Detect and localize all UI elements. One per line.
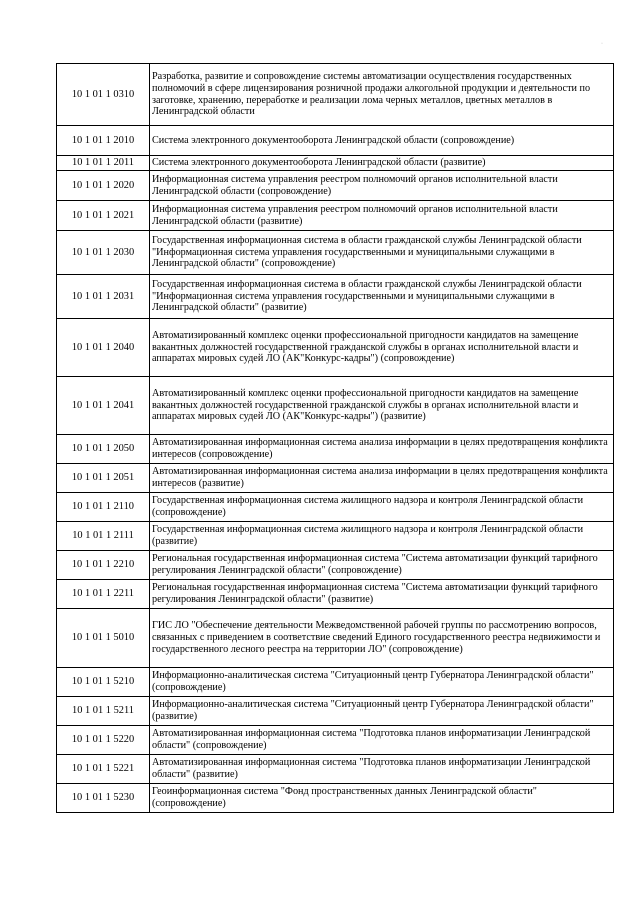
code-cell: 10 1 01 1 2021: [57, 201, 150, 231]
table-row: [57, 784, 614, 813]
code-cell: 10 1 01 1 2040: [57, 319, 150, 377]
table-row: [57, 580, 614, 609]
description-cell: Региональная государственная информационная система "Система автоматизации функций тарифного регулирования Ленинградской области" (сопровождение): [150, 551, 614, 580]
code-cell: 10 1 01 1 5211: [57, 697, 150, 726]
description-cell: Система электронного документооборота Ленинградской области (сопровождение): [150, 126, 614, 156]
description-cell: Система электронного документооборота Ленинградской области (развитие): [150, 156, 614, 171]
code-cell: 10 1 01 1 2020: [57, 171, 150, 201]
code-cell: 10 1 01 1 2210: [57, 551, 150, 580]
code-cell: 10 1 01 1 5230: [57, 784, 150, 813]
code-cell: 10 1 01 1 2030: [57, 231, 150, 275]
description-cell: Информационно-аналитическая система "Ситуационный центр Губернатора Ленинградской области" (сопровождение): [150, 668, 614, 697]
code-cell: 10 1 01 1 5210: [57, 668, 150, 697]
table-row: [57, 171, 614, 201]
code-cell: 10 1 01 1 2050: [57, 435, 150, 464]
table-body: [57, 64, 614, 813]
code-cell: 10 1 01 1 2031: [57, 275, 150, 319]
code-cell: 10 1 01 1 2211: [57, 580, 150, 609]
description-cell: Региональная государственная информационная система "Система автоматизации функций тарифного регулирования Ленинградской области" (развитие): [150, 580, 614, 609]
description-cell: Государственная информационная система жилищного надзора и контроля Ленинградской области (сопровождение): [150, 493, 614, 522]
table-row: [57, 319, 614, 377]
description-cell: Автоматизированная информационная система анализа информации в целях предотвращения конфликта интересов (сопровождение): [150, 435, 614, 464]
description-cell: Государственная информационная система в области гражданской службы Ленинградской области "Информационная система управления государственными и муниципальными служащими в Ленинградской области" (развитие): [150, 275, 614, 319]
description-cell: Автоматизированная информационная система анализа информации в целях предотвращения конфликта интересов (развитие): [150, 464, 614, 493]
table-row: [57, 609, 614, 668]
table-row: [57, 697, 614, 726]
table-row: [57, 201, 614, 231]
description-cell: Государственная информационная система жилищного надзора и контроля Ленинградской области (развитие): [150, 522, 614, 551]
code-cell: 10 1 01 1 2041: [57, 377, 150, 435]
table-row: [57, 522, 614, 551]
table-row: [57, 64, 614, 126]
description-cell: Информационно-аналитическая система "Ситуационный центр Губернатора Ленинградской области" (развитие): [150, 697, 614, 726]
code-cell: 10 1 01 1 2011: [57, 156, 150, 171]
description-cell: Государственная информационная система в области гражданской службы Ленинградской области "Информационная система управления государственными и муниципальными служащими в Ленинградской области" (сопровождение): [150, 231, 614, 275]
description-cell: Разработка, развитие и сопровождение системы автоматизации осуществления государственных полномочий в сфере лицензирования розничной продажи алкогольной продукции и деятельности по заготовке, хранению, переработке и реализации лома черных металлов, цветных металлов в Ленинградской области: [150, 64, 614, 126]
table-row: [57, 435, 614, 464]
description-cell: Информационная система управления реестром полномочий органов исполнительной власти Ленинградской области (развитие): [150, 201, 614, 231]
code-cell: 10 1 01 1 5010: [57, 609, 150, 668]
table-row: [57, 231, 614, 275]
scan-artifact: ·: [601, 41, 603, 47]
table-row: [57, 551, 614, 580]
code-cell: 10 1 01 1 2051: [57, 464, 150, 493]
code-cell: 10 1 01 1 0310: [57, 64, 150, 126]
description-cell: Геоинформационная система "Фонд пространственных данных Ленинградской области" (сопровождение): [150, 784, 614, 813]
code-cell: 10 1 01 1 5220: [57, 726, 150, 755]
table-row: [57, 755, 614, 784]
description-cell: Автоматизированная информационная система "Подготовка планов информатизации Ленинградской области" (сопровождение): [150, 726, 614, 755]
table-row: [57, 464, 614, 493]
table-row: [57, 668, 614, 697]
code-cell: 10 1 01 1 2111: [57, 522, 150, 551]
description-cell: Автоматизированный комплекс оценки профессиональной пригодности кандидатов на замещение вакантных должностей государственной гражданской службы в органах исполнительной власти и аппаратах мировых судей ЛО (АК"Конкурс-кадры") (развитие): [150, 377, 614, 435]
code-cell: 10 1 01 1 5221: [57, 755, 150, 784]
table-row: [57, 377, 614, 435]
table-row: [57, 126, 614, 156]
description-cell: Автоматизированный комплекс оценки профессиональной пригодности кандидатов на замещение вакантных должностей государственной гражданской службы в органах исполнительной власти и аппаратах мировых судей ЛО (АК"Конкурс-кадры") (сопровождение): [150, 319, 614, 377]
table-row: [57, 493, 614, 522]
table-row: [57, 156, 614, 171]
table-row: [57, 275, 614, 319]
table-row: [57, 726, 614, 755]
code-cell: 10 1 01 1 2110: [57, 493, 150, 522]
description-cell: ГИС ЛО "Обеспечение деятельности Межведомственной рабочей группы по рассмотрению вопросов, связанных с приведением в соответствие сведений Единого государственного реестра недвижимости и государственного лесного реестра на территории ЛО" (сопровождение): [150, 609, 614, 668]
code-cell: 10 1 01 1 2010: [57, 126, 150, 156]
budget-code-table: [56, 63, 614, 813]
description-cell: Информационная система управления реестром полномочий органов исполнительной власти Ленинградской области (сопровождение): [150, 171, 614, 201]
description-cell: Автоматизированная информационная система "Подготовка планов информатизации Ленинградской области" (развитие): [150, 755, 614, 784]
